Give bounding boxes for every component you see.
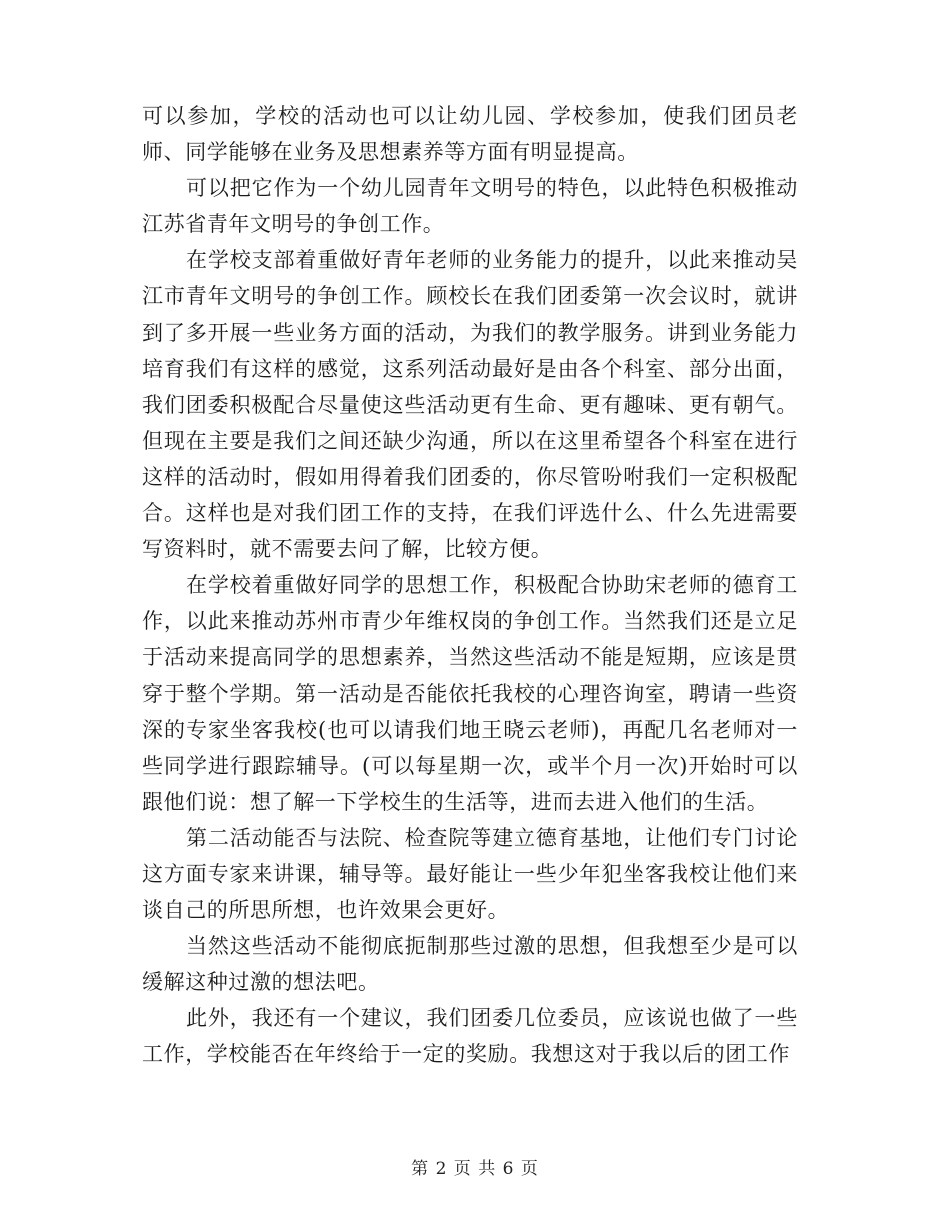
paragraph-4: 在学校着重做好同学的思想工作，积极配合协助宋老师的德育工作，以此来推动苏州市青少年维权岗的争创工作。当然我们还是立足于活动来提高同学的思想素养，当然这些活动不能是短期，应该是贯穿于整个学期。第一活动是否能依托我校的心理咨询室，聘请一些资深的专家坐客我校(也可以请我们地王晓云老师)，再配几名老师对一些同学进行跟踪辅导。(可以每星期一次，或半个月一次)开始时可以跟他们说：想了解一下学校生的生活等，进而去进入他们的生活。 xyxy=(142,573,798,814)
paragraph-6: 当然这些活动不能彻底扼制那些过激的思想，但我想至少是可以缓解这种过激的想法吧。 xyxy=(142,934,798,995)
footer-suffix: 页 xyxy=(520,1159,539,1179)
footer-page-number: 2 xyxy=(435,1159,448,1179)
footer-prefix: 第 xyxy=(411,1159,430,1179)
document-body xyxy=(142,98,798,1073)
footer-middle: 页 共 xyxy=(453,1159,497,1179)
paragraph-2: 可以把它作为一个幼儿园青年文明号的特色，以此特色积极推动江苏省青年文明号的争创工作。 xyxy=(142,176,798,237)
paragraph-5: 第二活动能否与法院、检查院等建立德育基地，让他们专门讨论这方面专家来讲课，辅导等。最好能让一些少年犯坐客我校让他们来谈自己的所思所想，也许效果会更好。 xyxy=(142,825,798,923)
footer-total-pages: 6 xyxy=(502,1159,515,1179)
paragraph-7: 此外，我还有一个建议，我们团委几位委员，应该说也做了一些工作，学校能否在年终给于一定的奖励。我想这对于我以后的团工作 xyxy=(142,1006,798,1067)
page-footer xyxy=(0,1154,950,1179)
paragraph-3: 在学校支部着重做好青年老师的业务能力的提升，以此来推动吴江市青年文明号的争创工作。顾校长在我们团委第一次会议时，就讲到了多开展一些业务方面的活动，为我们的教学服务。讲到业务能力培育我们有这样的感觉，这系列活动最好是由各个科室、部分出面，我们团委积极配合尽量使这些活动更有生命、更有趣味、更有朝气。但现在主要是我们之间还缺少沟通，所以在这里希望各个科室在进行这样的活动时，假如用得着我们团委的，你尽管吩咐我们一定积极配合。这样也是对我们团工作的支持，在我们评选什么、什么先进需要写资料时，就不需要去问了解，比较方便。 xyxy=(142,248,798,562)
paragraph-1: 可以参加，学校的活动也可以让幼儿园、学校参加，使我们团员老师、同学能够在业务及思想素养等方面有明显提高。 xyxy=(142,104,798,165)
